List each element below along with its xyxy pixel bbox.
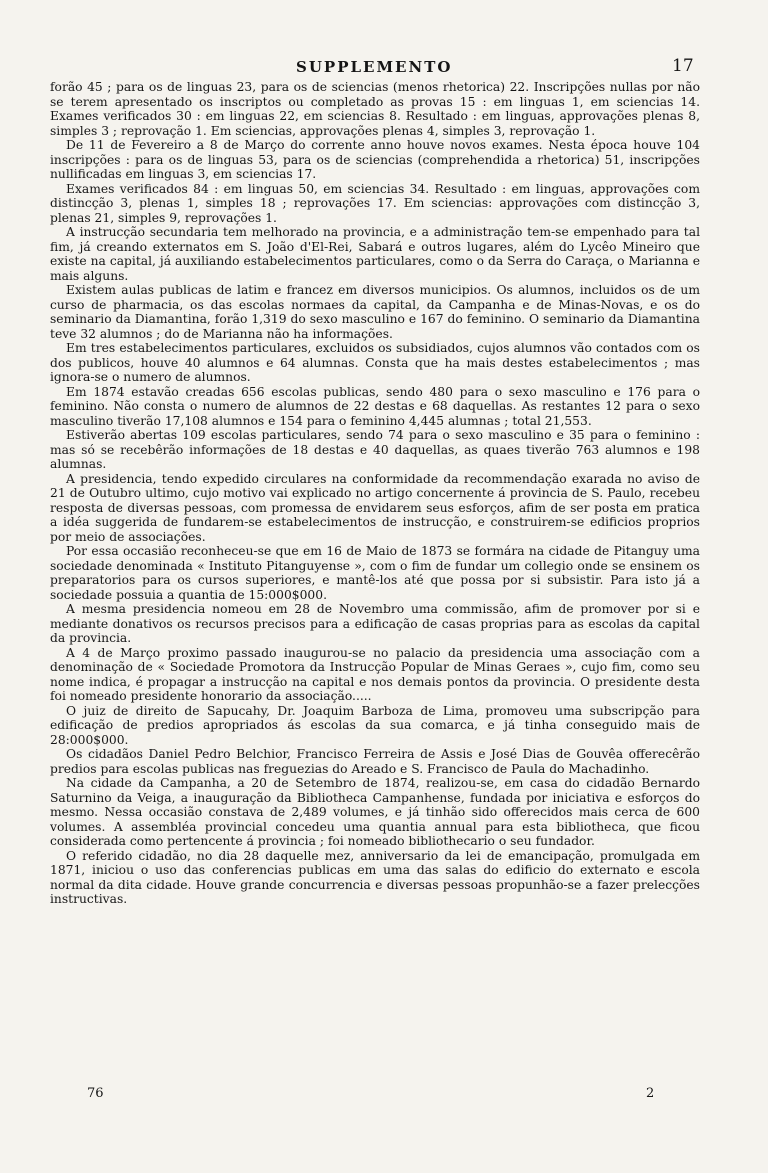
- page-header: [0, 58, 768, 80]
- main-text: [50, 80, 700, 907]
- paragraph: Por essa occasião reconheceu-se que em 16 de Maio de 1873 se formára na cidade de Pitanguy uma sociedade denominada « Instituto Pitanguyense », com o fim de fundar um collegio onde se ensinem os preparatorios para os cursos superiores, e mantê-los até que possa por si subsistir. Para isto já a sociedade possuia a quantia de 15:000$000.: [50, 544, 700, 602]
- paragraph: Existem aulas publicas de latim e francez em diversos municipios. Os alumnos, incluidos os de um curso de pharmacia, os das escolas normaes da capital, da Campanha e de Minas-Novas, e os do seminario da Diamantina, forão 1,319 do sexo masculino e 167 do feminino. O seminario da Diamantina teve 32 alumnos ; do de Marianna não ha informações.: [50, 283, 700, 341]
- page-title: SUPPLEMENTO: [296, 58, 453, 76]
- paragraph: A instrucção secundaria tem melhorado na provincia, e a administração tem-se empenhado para tal fim, já creando externatos em S. João d'El-Rei, Sabará e outros lugares, além do Lycêo Mineiro que existe na capital, já auxiliando estabelecimentos particulares, como o da Serra do Caraça, o Marianna e mais alguns.: [50, 225, 700, 283]
- paragraph: O juiz de direito de Sapucahy, Dr. Joaquim Barboza de Lima, promoveu uma subscripção para edificação de predios apropriados ás escolas da sua comarca, e já tinha conseguido mais de 28:000$000.: [50, 703, 700, 747]
- paragraph: Na cidade da Campanha, a 20 de Setembro de 1874, realizou-se, em casa do cidadão Bernardo Saturnino da Veiga, a inauguração da Bibliotheca Campanhense, fundada por iniciativa e esforços do mesmo. Nessa occasião constava de 2,489 volumes, e já tinhão sido offerecidos mais cerca de 600 volumes. A assembléa provincial concedeu uma quantia annual para esta bibliotheca, que ficou considerada como pertencente á provincia ; foi nomeado bibliothecario o seu fundador.: [50, 776, 700, 848]
- paragraph: A presidencia, tendo expedido circulares na conformidade da recommendação exarada no aviso de 21 de Outubro ultimo, cujo motivo vai explicado no artigo concernente á provincia de S. Paulo, recebeu resposta de diversas pessoas, com promessa de envidarem seus esforços, afim de ser posta em pratica a idéa suggerida de fundarem-se estabelecimentos de instrucção, e construirem-se edificios proprios por meio de associações.: [50, 471, 700, 544]
- paragraph: De 11 de Fevereiro a 8 de Março do corrente anno houve novos exames. Nesta época houve 104 inscripções : para os de linguas 53, para os de sciencias (comprehendida a rhetorica) 51, inscripções nullificadas em linguas 3, em sciencias 17.: [50, 138, 700, 181]
- paragraph: Os cidadãos Daniel Pedro Belchior, Francisco Ferreira de Assis e José Dias de Gouvêa offerecêrão predios para escolas publicas nas freguezias do Areado e S. Francisco de Paula do Machadinho.: [50, 747, 700, 776]
- paragraph: Estiverão abertas 109 escolas particulares, sendo 74 para o sexo masculino e 35 para o feminino : mas só se recebêrão informações de 18 destas e 40 daquellas, as quaes tiverão 763 alumnos e 198 alumnas.: [50, 428, 700, 471]
- paragraph: O referido cidadão, no dia 28 daquelle mez, anniversario da lei de emancipação, promulgada em 1871, iniciou o uso das conferencias publicas em uma das salas do edificio do externato e escola normal da dita cidade. Houve grande concurrencia e diversas pessoas propunhão-se a fazer prelecções instructivas.: [50, 848, 700, 906]
- paragraph: Exames verificados 84 : em linguas 50, em sciencias 34. Resultado : em linguas, approvações com distincção 3, plenas 1, simples 18 ; reprovações 17. Em sciencias: approvações com distincção 3, plenas 21, simples 9, reprovações 1.: [50, 181, 700, 225]
- page-number: 17: [672, 56, 694, 76]
- paragraph: Em tres estabelecimentos particulares, excluidos os subsidiados, cujos alumnos vão contados com os dos publicos, houve 40 alumnos e 64 alumnas. Consta que ha mais destes estabelecimentos ; mas ignora-se o numero de alumnos.: [50, 341, 700, 384]
- paragraph: forão 45 ; para os de linguas 23, para os de sciencias (menos rhetorica) 22. Inscripções nullas por não se terem apresentado os inscriptos ou completado as provas 15 : em linguas 1, em sciencias 14. Exames verificados 30 : em linguas 22, em sciencias 8. Resultado : em linguas, approvações plenas 8, simples 3 ; reprovação 1. Em sciencias, approvações plenas 4, simples 3, reprovação 1.: [50, 80, 700, 138]
- gathering-mark: 2: [646, 1086, 655, 1101]
- page-footer: [0, 1086, 768, 1106]
- signature-mark: 76: [87, 1086, 104, 1101]
- paragraph: Em 1874 estavão creadas 656 escolas publicas, sendo 480 para o sexo masculino e 176 para o feminino. Não consta o numero de alumnos de 22 destas e 68 daquellas. As restantes 12 para o sexo masculino tiverão 17,108 alumnos e 154 para o feminino 4,445 alumnas ; total 21,553.: [50, 384, 700, 428]
- paragraph: A 4 de Março proximo passado inaugurou-se no palacio da presidencia uma associação com a denominação de « Sociedade Promotora da Instrucção Popular de Minas Geraes », cujo fim, como seu nome indica, é propagar a instrucção na capital e nos demais pontos da provincia. O presidente desta foi nomeado presidente honorario da associação.....: [50, 645, 700, 703]
- paragraph: A mesma presidencia nomeou em 28 de Novembro uma commissão, afim de promover por si e mediante donativos os recursos precisos para a edificação de casas proprias para as escolas da capital da provincia.: [50, 602, 700, 645]
